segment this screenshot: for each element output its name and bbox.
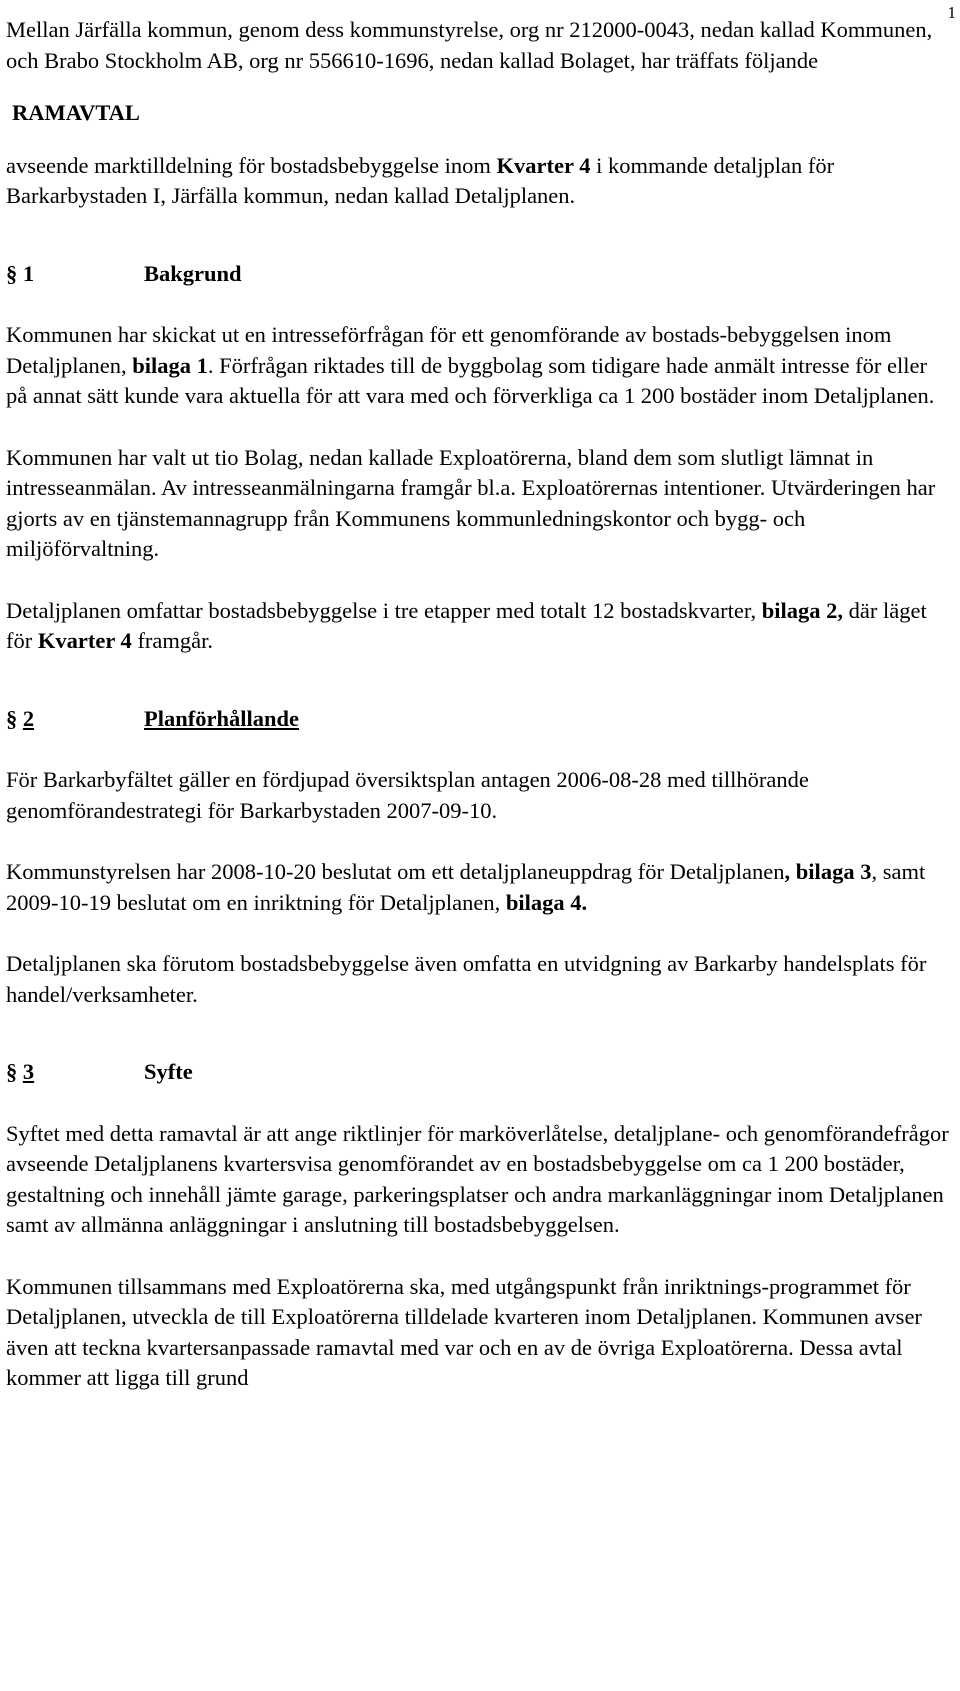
intro-paragraph: Mellan Järfälla kommun, genom dess kommunstyrelse, org nr 212000-0043, nedan kallad Kommunen, och Brabo Stockholm AB, org nr 556610-1696, nedan kallad Bolaget, har träffats följande xyxy=(6,17,933,73)
section-3-title: Syfte xyxy=(144,1059,193,1084)
section-2-heading xyxy=(6,704,950,735)
subject-kvarter: Kvarter 4 xyxy=(496,152,591,178)
section-3-paragraph-2: Kommunen tillsammans med Exploatörerna ska, med utgångspunkt från inriktnings-programmet för Detaljplanen, utveckla de till Exploatörerna tilldelade kvarteren inom Detaljplanen. Kommunen avser även att teckna kvartersanpassade ramavtal med var och en av de övriga Exploatörerna. Dessa avtal kommer att ligga till grund xyxy=(6,1273,922,1390)
section-3-heading xyxy=(6,1057,950,1088)
section-2-number: § 2 xyxy=(6,705,35,731)
subject-text-c: i kommande detaljplan för Barkarbystaden I, Järfälla kommun, nedan kallad Detaljplanen. xyxy=(6,152,835,208)
subject-paragraph xyxy=(6,151,950,212)
section-1-heading xyxy=(6,259,950,290)
document-body xyxy=(6,15,950,1394)
section-1-title: Bakgrund xyxy=(144,260,242,286)
section-2-paragraph-1: För Barkarbyfältet gäller en fördjupad översiktsplan antagen 2006-08-28 med tillhörande genomförandestrategi för Barkarbystaden 2007-09-10. xyxy=(6,767,809,823)
section-2-paragraph-3: Detaljplanen ska förutom bostadsbebyggelse även omfatta en utvidgning av Barkarby handelsplats för handel/verksamheter. xyxy=(6,951,927,1007)
section-2-paragraph-2: Kommunstyrelsen har 2008-10-20 beslutat om ett detaljplaneuppdrag för Detaljplanen, bilaga 3, samt 2009-10-19 beslutat om en inriktning för Detaljplanen, bilaga 4. xyxy=(6,859,926,915)
section-symbol: § xyxy=(6,705,18,731)
page-number: 1 xyxy=(947,3,956,22)
section-3-paragraph-1: Syftet med detta ramavtal är att ange riktlinjer för marköverlåtelse, detaljplane- och genomförandefrågor avseende Detaljplanens kvartersvisa genomförandet av en bostadsbebyggelse om ca 1 200 bostäder, gestaltning och innehåll jämte garage, parkeringsplatser och andra markanläggningar inom Detaljplanen samt av allmänna anläggningar i anslutning till bostadsbebyggelsen. xyxy=(6,1120,949,1237)
section-1-paragraph-1: Kommunen har skickat ut en intresseförfrågan för ett genomförande av bostads-bebyggelsen inom Detaljplanen, bilaga 1. Förfrågan riktades till de byggbolag som tidigare hade anmält intresse för eller på annat sätt kunde vara aktuella för att vara med och förverkliga ca 1 200 bostäder inom Detaljplanen. xyxy=(6,322,935,408)
section-symbol: § xyxy=(6,1059,18,1084)
section-3-number: § 3 xyxy=(6,1059,35,1084)
document-title: RAMAVTAL xyxy=(12,100,140,125)
section-2-title: Planförhållande xyxy=(144,705,300,731)
section-1-paragraph-2: Kommunen har valt ut tio Bolag, nedan kallade Exploatörerna, bland dem som slutligt lämnat in intresseanmälan. Av intresseanmälningarna framgår bl.a. Exploatörernas intentioner. Utvärderingen har gjorts av en tjänstemannagrupp från Kommunens kommunledningskontor och bygg- och miljöförvaltning. xyxy=(6,444,936,561)
section-1-paragraph-3: Detaljplanen omfattar bostadsbebyggelse i tre etapper med totalt 12 bostadskvarter, bilaga 2, där läget för Kvarter 4 framgår. xyxy=(6,597,927,653)
subject-text-a: avseende marktilldelning för bostadsbebyggelse inom xyxy=(6,152,497,178)
section-symbol: § xyxy=(6,260,18,286)
section-1-number: § 1 xyxy=(6,260,35,286)
